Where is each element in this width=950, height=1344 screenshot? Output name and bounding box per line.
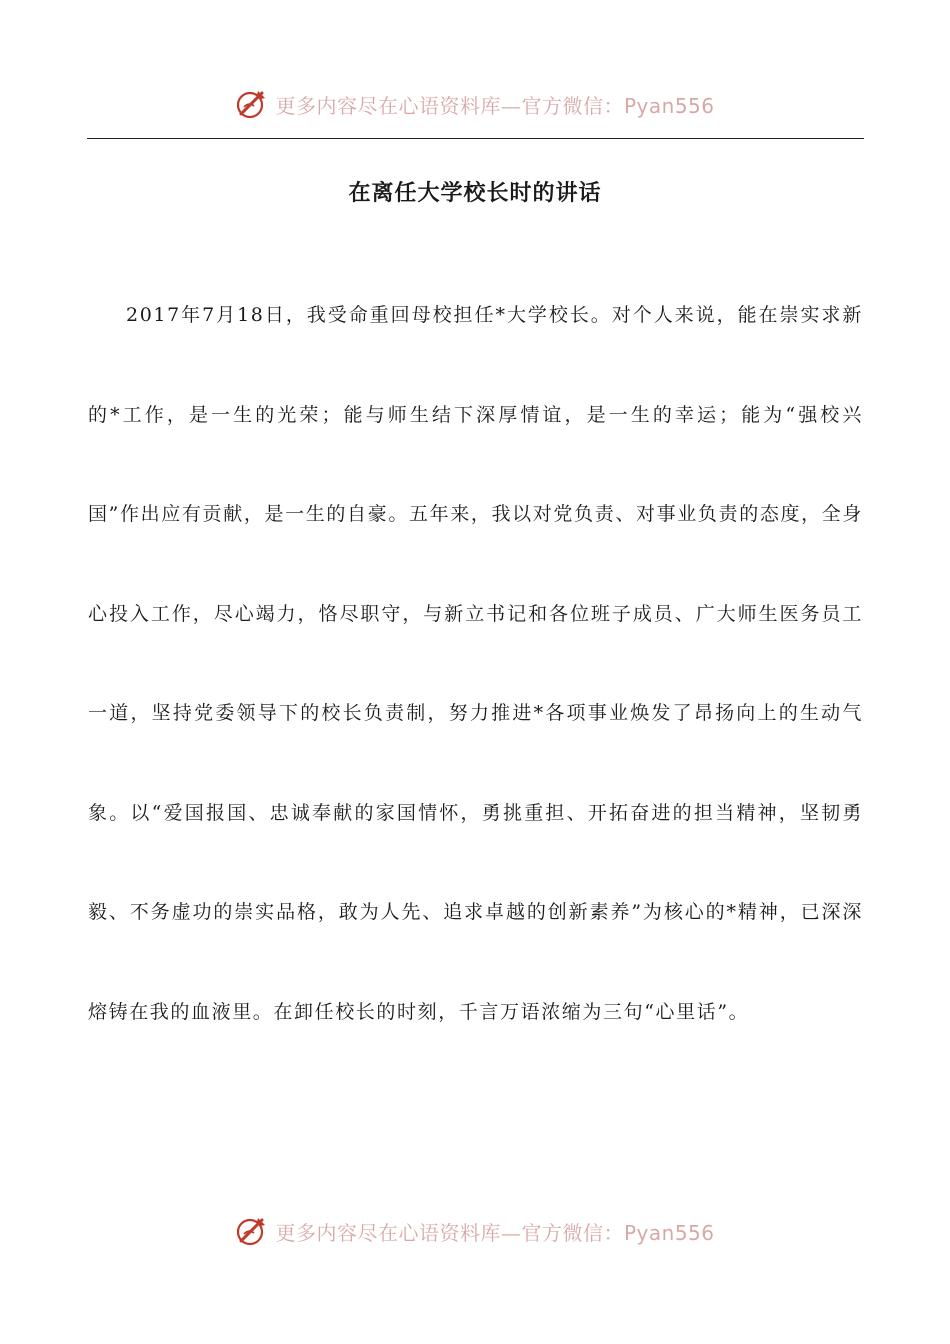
header-watermark <box>0 84 950 124</box>
watermark-text: 更多内容尽在心语资料库—官方微信：Pyan556 <box>275 93 715 118</box>
watermark-text: 更多内容尽在心语资料库—官方微信：Pyan556 <box>275 1220 715 1245</box>
pen-logo-icon <box>235 1214 269 1248</box>
pen-logo-icon <box>235 87 269 121</box>
body-paragraph: 2017年7月18日，我受命重回母校担任*大学校长。对个人来说，能在崇实求新的*工作，是一生的光荣；能与师生结下深厚情谊，是一生的幸运；能为“强校兴国”作出应有贡献，是一生的自豪。五年来，我以对党负责、对事业负责的态度，全身心投入工作，尽心竭力，恪尽职守，与新立书记和各位班子成员、广大师生医务员工一道，坚持党委领导下的校长负责制，努力推进*各项事业焕发了昂扬向上的生动气象。以“爱国报国、忠诚奉献的家国情怀，勇挑重担、开拓奋进的担当精神，坚韧勇毅、不务虚功的崇实品格，敢为人先、追求卓越的创新素养”为核心的*精神，已深深熔铸在我的血液里。在卸任校长的时刻，千言万语浓缩为三句“心里话”。 <box>88 304 863 1023</box>
footer-watermark <box>0 1211 950 1251</box>
document-title: 在离任大学校长时的讲话 <box>348 180 602 206</box>
header-divider <box>87 138 864 139</box>
